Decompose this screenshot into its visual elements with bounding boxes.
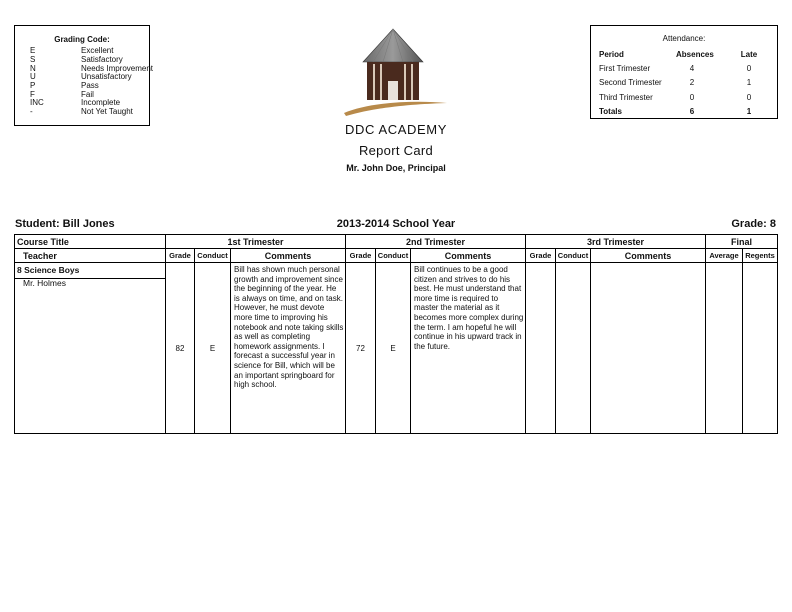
grading-code: P (30, 81, 36, 90)
attendance-totals-row (591, 107, 777, 117)
header-comments: Comments (444, 251, 492, 261)
grading-code: U (30, 72, 36, 81)
attendance-box (590, 25, 778, 119)
table-rule (15, 248, 777, 249)
grading-description: Excellent (81, 46, 114, 55)
table-rule (742, 248, 743, 433)
header-conduct: Conduct (377, 251, 409, 260)
attendance-totals-label: Totals (599, 107, 622, 116)
grading-description: Unsatisfactory (81, 72, 132, 81)
grading-code: N (30, 63, 36, 73)
header-conduct: Conduct (197, 251, 228, 260)
table-rule (345, 235, 346, 433)
grading-code: INC (30, 98, 44, 107)
course-title: 8 Science Boys (17, 265, 80, 275)
report-card-table (14, 234, 778, 434)
grading-description: Not Yet Taught (81, 107, 133, 116)
attendance-period: Third Trimester (599, 93, 653, 102)
attendance-title: Attendance: (662, 34, 706, 43)
attendance-absences: 2 (689, 78, 695, 87)
t2-conduct: E (390, 344, 396, 353)
header-average: Average (709, 251, 739, 260)
attendance-header-period: Period (599, 50, 624, 59)
attendance-row (591, 93, 777, 103)
attendance-row (591, 64, 777, 74)
grading-code: E (30, 46, 36, 55)
t1-conduct: E (209, 344, 216, 353)
attendance-header-absences: Absences (676, 50, 714, 59)
school-name: DDC ACADEMY (345, 122, 447, 137)
grading-code: S (30, 55, 36, 64)
header-grade: Grade (169, 251, 191, 260)
report-title: Report Card (358, 143, 434, 158)
table-rule (15, 262, 777, 263)
attendance-period: Second Trimester (599, 78, 662, 87)
header-term-2: 2nd Trimester (405, 237, 466, 247)
t1-grade: 82 (175, 344, 185, 353)
t2-grade: 72 (356, 344, 365, 353)
header-course-title: Course Title (17, 237, 69, 247)
grading-description: Needs Improvement (81, 63, 154, 73)
attendance-late: 1 (746, 78, 752, 87)
header-final: Final (730, 237, 752, 247)
attendance-absences: 0 (689, 93, 695, 102)
t2-comments: Bill continues to be a good citizen and strives to do his best. He must understand that more time is required to master the material as it becomes more complex during the term. I am hopeful he will continue in his upward track in the future. (414, 265, 524, 351)
teacher-name: Mr. Holmes (23, 278, 66, 288)
t1-comments: Bill has shown much personal growth and improvement since the beginning of the year. He is always on time, and on task. However, he must devote more time to improving his notebook and note taking skills as well as completing homework assignments. I forecast a successful year in science for Bill, which will be an important springboard for high school. (234, 265, 344, 390)
table-rule (590, 248, 591, 433)
attendance-late: 0 (746, 93, 752, 102)
grading-code-box (14, 25, 154, 126)
header-term-3: 3rd Trimester (586, 237, 645, 247)
header-grade: Grade (349, 251, 372, 260)
student-grade: Grade: 8 (731, 218, 776, 230)
header-grade: Grade (529, 251, 552, 260)
table-rule (230, 248, 231, 433)
header-comments: Comments (264, 251, 312, 261)
table-rule (705, 235, 706, 433)
student-name: Student: Bill Jones (15, 218, 115, 230)
table-rule (555, 248, 556, 433)
grading-code-title: Grading Code: (54, 35, 110, 44)
header-teacher: Teacher (23, 251, 57, 261)
header-conduct: Conduct (557, 251, 589, 260)
grading-description: Fail (81, 89, 94, 99)
grading-description: Pass (81, 81, 99, 90)
header-comments: Comments (624, 251, 672, 261)
table-rule (410, 248, 411, 433)
student-info-line (15, 218, 777, 232)
grading-code-row (30, 108, 150, 117)
attendance-header-late: Late (740, 50, 758, 59)
attendance-period: First Trimester (599, 64, 651, 73)
grading-description: Satisfactory (81, 55, 123, 64)
attendance-row (591, 78, 777, 88)
attendance-late: 0 (746, 64, 752, 73)
table-rule (375, 248, 376, 433)
grading-code: F (30, 89, 35, 99)
table-rule (194, 248, 195, 433)
attendance-totals-late: 1 (746, 107, 752, 116)
header-regents: Regents (745, 251, 775, 260)
principal-name: Mr. John Doe, Principal (346, 163, 446, 173)
attendance-absences: 4 (689, 64, 695, 73)
grading-code: - (30, 107, 33, 116)
grading-description: Incomplete (81, 98, 121, 107)
table-rule (165, 235, 166, 433)
table-rule (525, 235, 526, 433)
attendance-totals-absences: 6 (689, 107, 695, 116)
header-term-1: 1st Trimester (227, 237, 284, 247)
school-house-logo (340, 26, 450, 122)
school-year: 2013-2014 School Year (336, 218, 456, 230)
